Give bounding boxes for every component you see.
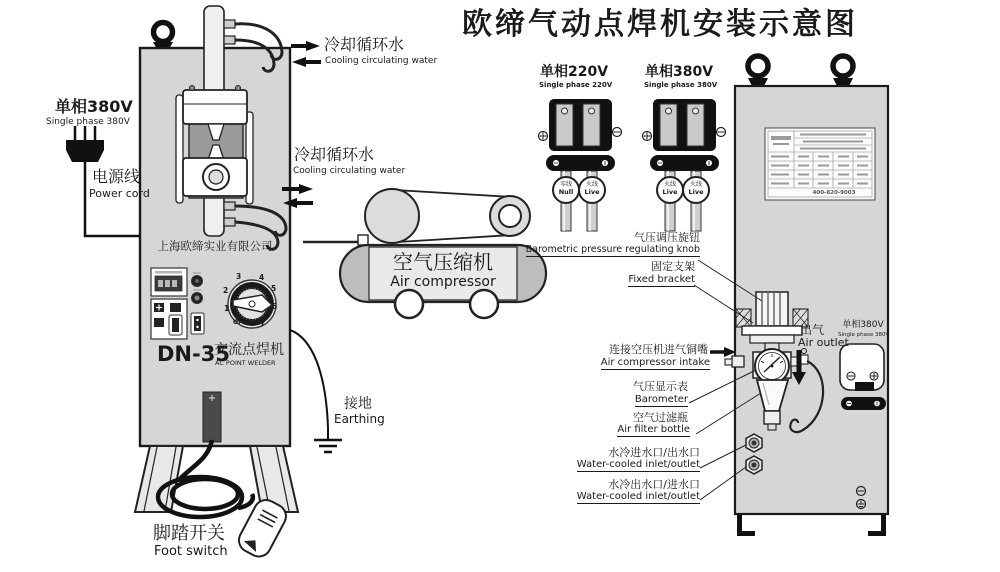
water-inlet-outlet-label-en: Water-cooled inlet/outlet [576, 459, 700, 470]
dial-number-2: 2 [223, 286, 229, 295]
wire-tag-live: 火线 Live [584, 181, 600, 196]
compressor-label-zh: 空气压缩机 [393, 250, 493, 274]
pressure-gauge [755, 349, 789, 383]
cooling-water-mid-label-en: Cooling circulating water [293, 166, 406, 176]
water-outlet-inlet-label-zh: 水冷出水口/进水口 [608, 478, 700, 491]
model-number: DN-35 [157, 342, 230, 366]
cooling-water-top-label-en: Cooling circulating water [325, 56, 438, 66]
wire-tag-live: 火线 Live [688, 181, 704, 196]
machine-type-zh: 交流点焊机 [214, 342, 284, 358]
power-380v-label-zh: 单相380V [55, 97, 133, 116]
water-inlet-outlet-label-zh: 水冷进水口/出水口 [608, 446, 700, 459]
socket-380v-graphic [840, 344, 886, 410]
earthing-label-zh: 接地 [344, 396, 372, 412]
cooling-water-mid-label-zh: 冷却循环水 [294, 145, 375, 164]
back-panel-feet [737, 514, 886, 536]
water-outlet-inlet-label-en: Water-cooled inlet/outlet [576, 491, 700, 502]
flywheel [365, 189, 419, 243]
air-filter-label-zh: 空气过滤瓶 [633, 411, 688, 424]
air-outlet-label-en: Air outlet [798, 336, 849, 349]
barometer-label-zh: 气压显示表 [633, 380, 688, 393]
plug-220v-title-en: Single phase 220V [539, 81, 613, 89]
intake-label-zh: 连接空压机进气铜嘴 [609, 343, 708, 356]
dial-number-1: 1 [224, 304, 230, 313]
foot-switch-label-en: Foot switch [154, 544, 228, 559]
machine-type-en: AC POINT WELDER [215, 359, 276, 367]
control-panel-graphic [151, 268, 204, 339]
regulator-knob-label-zh: 气压调压旋钮 [634, 231, 700, 244]
wheel [470, 290, 498, 318]
cooling-water-top-label-zh: 冷却循环水 [324, 35, 405, 54]
wire-tag-null: 零线 Null [558, 181, 574, 196]
foot-switch-label-zh: 脚踏开关 [153, 523, 225, 544]
earthing-symbol [290, 330, 342, 452]
nameplate-hotline: 400-820-9003 [812, 189, 856, 196]
plug-220v-title-zh: 单相220V [540, 64, 609, 80]
air-outlet-label-zh: 出气 [800, 323, 825, 337]
barometer-label-en: Barometer [634, 394, 688, 405]
plug-380v-graphic [643, 99, 726, 231]
air-filter-label-en: Air filter bottle [617, 424, 690, 435]
dial-number-3: 3 [236, 272, 242, 281]
intake-label-en: Air compressor intake [600, 357, 710, 368]
power-plug-graphic [66, 126, 104, 162]
dial-number-5: 5 [271, 284, 277, 293]
regulator-knob-label-en: Barometric pressure regulating knob [525, 244, 700, 255]
compressor-label-en: Air compressor [390, 274, 496, 290]
dial-off-label: OFF [233, 319, 247, 326]
fixed-bracket-label-zh: 固定支架 [651, 260, 695, 273]
plug-380v-title-en: Single phase 380V [644, 81, 718, 89]
power-380v-label-en: Single phase 380V [46, 117, 130, 127]
dial-number-6: 6 [272, 302, 278, 311]
power-cord-label-en: Power cord [89, 187, 150, 200]
page-title: 欧缔气动点焊机安装示意图 [462, 7, 858, 42]
eye-bolt [748, 56, 853, 86]
dial-number-4: 4 [259, 273, 265, 282]
fixed-bracket-label-en: Fixed bracket [628, 274, 695, 285]
company-name: 上海欧缔实业有限公司 [157, 239, 273, 253]
dial-number-7: 7 [260, 319, 266, 328]
plug-380v-title-zh: 单相380V [645, 64, 714, 80]
socket-380v-label-en: Single phase 380V [838, 332, 890, 338]
plug-220v-graphic [539, 99, 622, 231]
regulator-knob [756, 292, 788, 326]
lifting-ring [153, 23, 173, 50]
wheel [395, 290, 423, 318]
wire-tag-live: 火线 Live [662, 181, 678, 196]
earthing-label-en: Earthing [334, 412, 385, 426]
power-cord-label-zh: 电源线 [92, 167, 141, 186]
socket-380v-label-zh: 单相380V [842, 320, 884, 330]
